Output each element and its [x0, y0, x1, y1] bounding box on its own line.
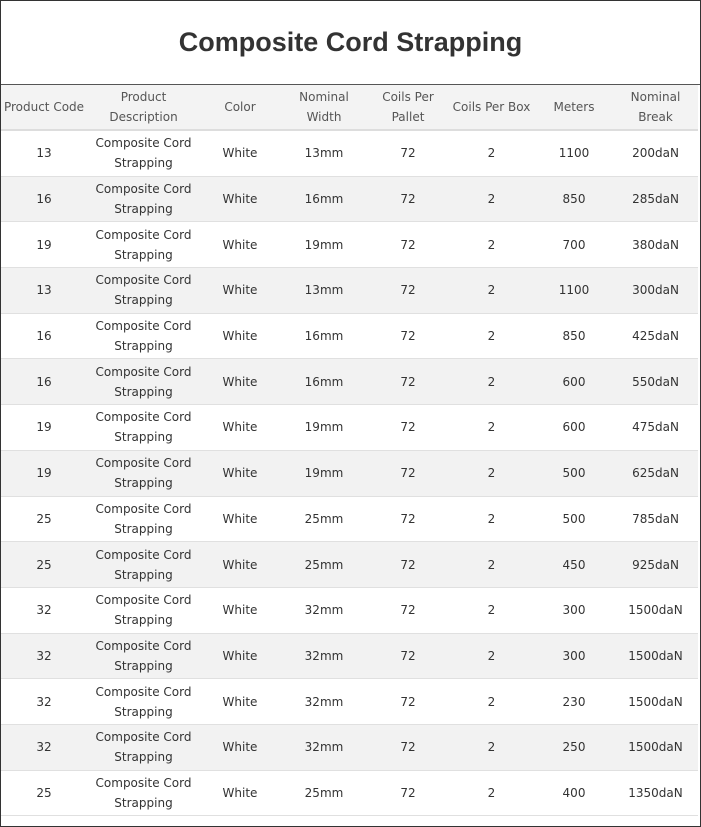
cell-product-description: Composite Cord Strapping	[87, 268, 200, 314]
header-nominal-width: Nominal Width	[280, 85, 368, 130]
cell-color: White	[200, 587, 280, 633]
cell-coils-per-pallet: 72	[368, 450, 448, 496]
cell-nominal-width: 25mm	[280, 770, 368, 816]
table-row	[1, 405, 698, 451]
cell-meters: 850	[535, 313, 613, 359]
cell-nominal-break: 380daN	[613, 222, 698, 268]
cell-product-code: 13	[1, 130, 87, 176]
cell-product-code: 32	[1, 724, 87, 770]
header-product-code: Product Code	[1, 85, 87, 130]
cell-coils-per-box: 2	[448, 724, 535, 770]
cell-product-description: Composite Cord Strapping	[87, 587, 200, 633]
table-row	[1, 268, 698, 314]
cell-product-code: 19	[1, 405, 87, 451]
cell-coils-per-pallet: 72	[368, 405, 448, 451]
cell-color: White	[200, 450, 280, 496]
cell-product-description: Composite Cord Strapping	[87, 633, 200, 679]
cell-color: White	[200, 633, 280, 679]
cell-color: White	[200, 222, 280, 268]
cell-product-code: 16	[1, 359, 87, 405]
cell-product-description: Composite Cord Strapping	[87, 770, 200, 816]
cell-coils-per-box: 2	[448, 633, 535, 679]
table-row	[1, 542, 698, 588]
cell-meters: 600	[535, 359, 613, 405]
cell-nominal-break: 475daN	[613, 405, 698, 451]
cell-product-description: Composite Cord Strapping	[87, 679, 200, 725]
cell-meters: 1100	[535, 130, 613, 176]
cell-coils-per-pallet: 72	[368, 130, 448, 176]
cell-nominal-width: 32mm	[280, 587, 368, 633]
cell-coils-per-pallet: 72	[368, 222, 448, 268]
cell-product-description: Composite Cord Strapping	[87, 313, 200, 359]
cell-color: White	[200, 130, 280, 176]
cell-product-code: 32	[1, 633, 87, 679]
cell-color: White	[200, 496, 280, 542]
cell-nominal-break: 1500daN	[613, 724, 698, 770]
cell-coils-per-pallet: 72	[368, 176, 448, 222]
table-header	[1, 85, 698, 130]
cell-coils-per-box: 2	[448, 222, 535, 268]
table-body	[1, 130, 698, 816]
cell-nominal-width: 32mm	[280, 633, 368, 679]
cell-color: White	[200, 770, 280, 816]
cell-product-description: Composite Cord Strapping	[87, 496, 200, 542]
cell-product-code: 25	[1, 770, 87, 816]
cell-product-code: 19	[1, 450, 87, 496]
table-row	[1, 587, 698, 633]
cell-coils-per-pallet: 72	[368, 268, 448, 314]
cell-nominal-width: 19mm	[280, 222, 368, 268]
header-meters: Meters	[535, 85, 613, 130]
cell-color: White	[200, 679, 280, 725]
cell-color: White	[200, 724, 280, 770]
cell-product-description: Composite Cord Strapping	[87, 359, 200, 405]
cell-nominal-break: 785daN	[613, 496, 698, 542]
cell-product-code: 16	[1, 313, 87, 359]
table-row	[1, 724, 698, 770]
table-row	[1, 222, 698, 268]
cell-nominal-width: 16mm	[280, 359, 368, 405]
table-row	[1, 633, 698, 679]
page-title: Composite Cord Strapping	[178, 27, 523, 57]
table-row	[1, 359, 698, 405]
header-nominal-break: Nominal Break	[613, 85, 698, 130]
cell-meters: 1100	[535, 268, 613, 314]
cell-nominal-break: 285daN	[613, 176, 698, 222]
cell-meters: 850	[535, 176, 613, 222]
cell-product-description: Composite Cord Strapping	[87, 130, 200, 176]
table-row	[1, 130, 698, 176]
cell-color: White	[200, 359, 280, 405]
cell-coils-per-pallet: 72	[368, 313, 448, 359]
cell-nominal-width: 25mm	[280, 542, 368, 588]
cell-color: White	[200, 405, 280, 451]
cell-coils-per-pallet: 72	[368, 496, 448, 542]
cell-coils-per-box: 2	[448, 542, 535, 588]
cell-product-code: 32	[1, 679, 87, 725]
cell-coils-per-pallet: 72	[368, 770, 448, 816]
table-row	[1, 496, 698, 542]
cell-color: White	[200, 313, 280, 359]
header-color: Color	[200, 85, 280, 130]
cell-nominal-width: 13mm	[280, 268, 368, 314]
cell-coils-per-pallet: 72	[368, 359, 448, 405]
cell-coils-per-box: 2	[448, 176, 535, 222]
cell-coils-per-box: 2	[448, 679, 535, 725]
cell-nominal-width: 32mm	[280, 679, 368, 725]
cell-nominal-break: 300daN	[613, 268, 698, 314]
cell-nominal-width: 19mm	[280, 405, 368, 451]
cell-coils-per-pallet: 72	[368, 633, 448, 679]
header-coils-per-pallet: Coils Per Pallet	[368, 85, 448, 130]
header-row	[1, 85, 698, 130]
header-product-description: Product Description	[87, 85, 200, 130]
cell-nominal-width: 13mm	[280, 130, 368, 176]
cell-meters: 300	[535, 587, 613, 633]
cell-meters: 400	[535, 770, 613, 816]
cell-coils-per-box: 2	[448, 587, 535, 633]
cell-coils-per-pallet: 72	[368, 542, 448, 588]
cell-meters: 300	[535, 633, 613, 679]
cell-coils-per-box: 2	[448, 359, 535, 405]
cell-coils-per-box: 2	[448, 405, 535, 451]
cell-nominal-break: 1500daN	[613, 679, 698, 725]
cell-product-description: Composite Cord Strapping	[87, 222, 200, 268]
cell-color: White	[200, 542, 280, 588]
cell-nominal-break: 1350daN	[613, 770, 698, 816]
cell-coils-per-pallet: 72	[368, 724, 448, 770]
cell-nominal-break: 1500daN	[613, 633, 698, 679]
cell-meters: 250	[535, 724, 613, 770]
cell-meters: 500	[535, 496, 613, 542]
product-table	[1, 85, 698, 816]
cell-product-description: Composite Cord Strapping	[87, 176, 200, 222]
cell-nominal-break: 550daN	[613, 359, 698, 405]
cell-nominal-width: 16mm	[280, 176, 368, 222]
cell-product-description: Composite Cord Strapping	[87, 724, 200, 770]
cell-coils-per-pallet: 72	[368, 587, 448, 633]
table-row	[1, 770, 698, 816]
cell-product-code: 16	[1, 176, 87, 222]
cell-product-code: 32	[1, 587, 87, 633]
cell-coils-per-box: 2	[448, 313, 535, 359]
table-row	[1, 313, 698, 359]
cell-meters: 230	[535, 679, 613, 725]
cell-product-code: 13	[1, 268, 87, 314]
cell-nominal-break: 925daN	[613, 542, 698, 588]
cell-product-description: Composite Cord Strapping	[87, 450, 200, 496]
cell-product-description: Composite Cord Strapping	[87, 542, 200, 588]
cell-meters: 500	[535, 450, 613, 496]
table-row	[1, 679, 698, 725]
cell-coils-per-box: 2	[448, 450, 535, 496]
cell-nominal-width: 32mm	[280, 724, 368, 770]
cell-nominal-width: 25mm	[280, 496, 368, 542]
cell-product-code: 19	[1, 222, 87, 268]
table-row	[1, 176, 698, 222]
cell-nominal-break: 1500daN	[613, 587, 698, 633]
cell-coils-per-box: 2	[448, 268, 535, 314]
title-area	[1, 1, 700, 85]
cell-nominal-break: 625daN	[613, 450, 698, 496]
cell-coils-per-box: 2	[448, 130, 535, 176]
cell-nominal-break: 425daN	[613, 313, 698, 359]
cell-meters: 700	[535, 222, 613, 268]
cell-coils-per-box: 2	[448, 770, 535, 816]
cell-color: White	[200, 176, 280, 222]
cell-nominal-width: 16mm	[280, 313, 368, 359]
cell-meters: 600	[535, 405, 613, 451]
cell-product-code: 25	[1, 542, 87, 588]
cell-color: White	[200, 268, 280, 314]
cell-product-description: Composite Cord Strapping	[87, 405, 200, 451]
cell-product-code: 25	[1, 496, 87, 542]
cell-nominal-width: 19mm	[280, 450, 368, 496]
cell-coils-per-box: 2	[448, 496, 535, 542]
cell-nominal-break: 200daN	[613, 130, 698, 176]
cell-meters: 450	[535, 542, 613, 588]
table-row	[1, 450, 698, 496]
cell-coils-per-pallet: 72	[368, 679, 448, 725]
header-coils-per-box: Coils Per Box	[448, 85, 535, 130]
